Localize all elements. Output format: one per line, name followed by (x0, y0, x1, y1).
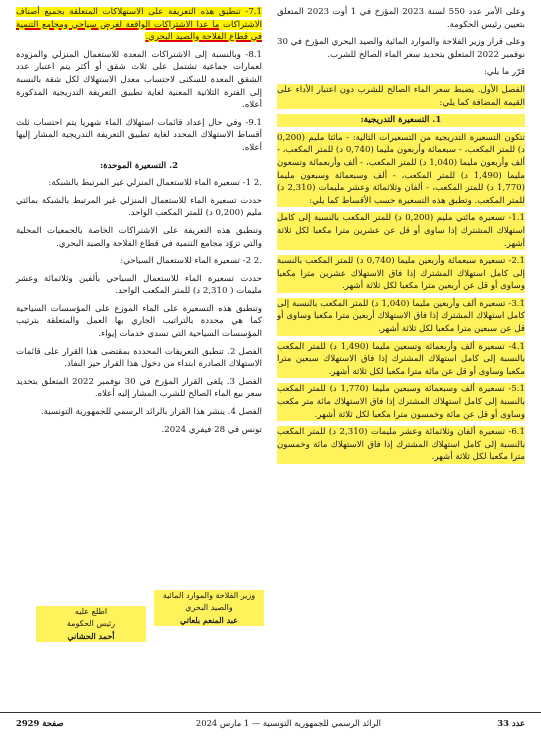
minister-signature (154, 590, 264, 626)
pm-signature (36, 606, 146, 642)
right-paragraph: 1.1- تسعيرة مائتي مليم (0,200 د) للمتر المكعب بالنسبة إلى كامل استهلاك المشترك إذا ساوى أو قل عن عشرين مترا مكعبا لكل ثلاثة أشهر. (277, 213, 525, 249)
page-number: صفحة 2929 (16, 718, 64, 728)
clause-2-2-body: حددت تسعيرة الماء للاستعمال السياحي بألفين وثلاثمائة وعشر مليمات ( 2,310 د) للمتر المكعب الواحد. (16, 273, 262, 297)
clause-7-1-exception: ما عدا الاشتراكات الواقعة لغرض سياحي ومجامع التنمية في قطاع الفلاحة والصيد البحري. (16, 19, 262, 43)
signature-area (14, 582, 264, 692)
journal-title: الرائد الرسمي للجمهورية التونسية — 1 مارس 2024 (195, 718, 381, 728)
pm-title: رئيس الحكومة (36, 618, 146, 630)
minister-name: عبد المنعم بلعاتي (154, 614, 264, 626)
clause-2-1-body: حددت تسعيرة الماء للاستعمال المنزلي غير المرتبط بالشبكة بمائتي مليم (0,200 د) للمتر المكعب الواحد. (16, 195, 262, 219)
right-paragraph: 2.1- تسعيرة سبعمائة وأربعين مليما (0,740 د) للمتر المكعب بالنسبة إلى كامل استهلاك المشترك إذا فاق الاستهلاك عشرين مترا مكعبا وساوى أو قل عن أربعين مترا مكعبا لكل ثلاثة أشهر. (277, 256, 525, 292)
right-paragraph: 4.1- تسعيرة ألف وأربعمائة وتسعين مليما (1,490 د) للمتر المكعب بالنسبة إلى كامل استهلاك المشترك إذا فاق الاستهلاك سبعين مترا مكعبا وساوى أو قل عن مائة مترا مكعبا لكل ثلاثة أشهر. (277, 341, 525, 377)
clause-2-2-scope: وتنطبق هذه التسعيرة على الماء الموزع على المؤسسات السياحية كما هي محددة بالتراتيب الجاري بها العمل والمتعلقة بترتيب المؤسسات السياحية التي تسدي خدمات إيواء. (16, 303, 262, 340)
clause-2-2-heading: .2 2- تسعيرة الماء للاستعمال السياحي: (120, 256, 262, 267)
pm-name: أحمد الحشاني (36, 630, 146, 642)
clause-2-1-heading: .2 1- تسعيرة الماء للاستعمال المنزلي غير المرتبط بالشبكة: (48, 178, 262, 189)
clause-7-1-lead: 7.1- تنطبق هذه التعريفة على الاستهلاكات المتعلقة بجميع أصناف الاشتراكات (16, 7, 262, 30)
pm-seen-line: اطلع عليه (36, 606, 146, 618)
clause-8-1: 8.1- وبالنسبة إلى الاشتراكات المعدة للاستعمال المنزلي والمزودة لعمارات جماعية تشتمل على ثلاث شقق أو أكثر يتم اعتبار عدد الشقق المعدة للسكنى لاحتساب معدل الاستهلاك لكل شقة بالنسبة إلى الفترة الثلاثية المعنية لغاية تطبيق التعريفة التدريجية المذكورة أعلاه. (16, 49, 262, 111)
clause-2-1-scope: وتنطبق هذه التعريفة على الاشتراكات الخاصة بالجمعيات المحلية والتي تزوّد مجامع التنمية في قطاع الفلاحة والصيد البحري. (16, 225, 262, 249)
right-paragraph: قرّر ما يلي: (484, 67, 525, 78)
clause-7-1 (16, 6, 262, 44)
left-column (16, 6, 262, 441)
right-paragraph: 6.1- تسعيرة ألفان وثلاثمائة وعشر مليمات (2,310 د) للمتر المكعب بالنسبة إلى كامل استهلاك المشترك إذا فاق الاستهلاك مائة وخمسون مترا مكعبا لكل ثلاثة أشهر. (277, 427, 525, 463)
article-2: الفصل 2. تنطبق التعريفات المحددة بمقتضى هذا القرار على قائمات الاستهلاك الصادرة ابتداء من دخول هذا القرار حيز النفاذ. (16, 346, 262, 370)
right-paragraph: وعلى الأمر عدد 550 لسنة 2023 المؤرخ في 1 أوت 2023 المتعلق بتعيين رئيس الحكومة. (277, 7, 525, 30)
section-unified-tariff: 2. التسعيرة الموحدة: (99, 160, 179, 171)
issue-number: عدد 33 (497, 718, 525, 728)
right-paragraph: تتكون التسعيرة التدريجية من التسعيرات التالية: - مائتا مليم (0,200 د) للمتر المكعب، - سبعمائة وأربعون مليما (0,740 د) للمتر المكعب، - ألف وأربعون مليما (1,040 د) للمتر المكعب، - ألف وأربعمائة وتسعون مليما (1,490 د) للمتر المكعب، - ألف وسبعمائة وسبعون مليما (1,770 د) للمتر المكعب، - ألفان وثلاثمائة وعشر مليمات (2,310 د) للمتر المكعب. وتطبق هذه التسعيرة حسب الأقساط كما يلي: (276, 132, 526, 206)
signing-date: تونس في 28 فيفري 2024. (161, 424, 262, 435)
right-paragraph: وعلى قرار وزير الفلاحة والموارد المائية والصيد البحري المؤرخ في 30 نوفمبر 2022 المتعلق بتحديد سعر الماء الصالح للشرب. (277, 37, 525, 60)
clause-9-1: 9.1- وفي حال إعداد قائمات استهلاك الماء شهريا يتم احتساب ثلث أقساط الاستهلاك المحدد لغاية تطبيق التعريفة التدريجية المشار إليها أعلاه. (16, 117, 262, 153)
article-3: الفصل 3. يلغى القرار المؤرخ في 30 نوفمبر 2022 المتعلق بتحديد سعر بيع الماء الصالح للشرب المشار إليه أعلاه. (16, 376, 263, 400)
right-paragraph: 3.1- تسعيرة ألف وأربعين مليما (1,040 د) للمتر المكعب بالنسبة إلى كامل استهلاك المشترك إذا فاق الاستهلاك أربعين مترا مكعبا وساوى أو قل عن سبعين مترا مكعبا لكل ثلاثة أشهر. (277, 298, 525, 335)
right-paragraph: 1. التسعيرة التدريجية: (277, 114, 525, 127)
right-column (277, 6, 525, 469)
right-paragraph: 5.1- تسعيرة ألف وسبعمائة وسبعين مليما (1,770 د) للمتر المكعب بالنسبة إلى كامل استهلاك المشترك إذا فاق الاستهلاك مائة متر مكعب وساوى أو قل عن مائة وخمسون مترا مكعبا لكل ثلاثة أشهر. (277, 384, 525, 420)
article-4: الفصل 4. ينشر هذا القرار بالرائد الرسمي للجمهورية التونسية. (40, 407, 262, 418)
minister-title: وزير الفلاحة والموارد المائية والصيد البحري (154, 590, 264, 614)
right-paragraph: الفصل الأول. يضبط سعر الماء الصالح للشرب دون اعتبار الأداء على القيمة المضافة كما يلي: (277, 84, 525, 108)
page-footer (0, 712, 541, 733)
